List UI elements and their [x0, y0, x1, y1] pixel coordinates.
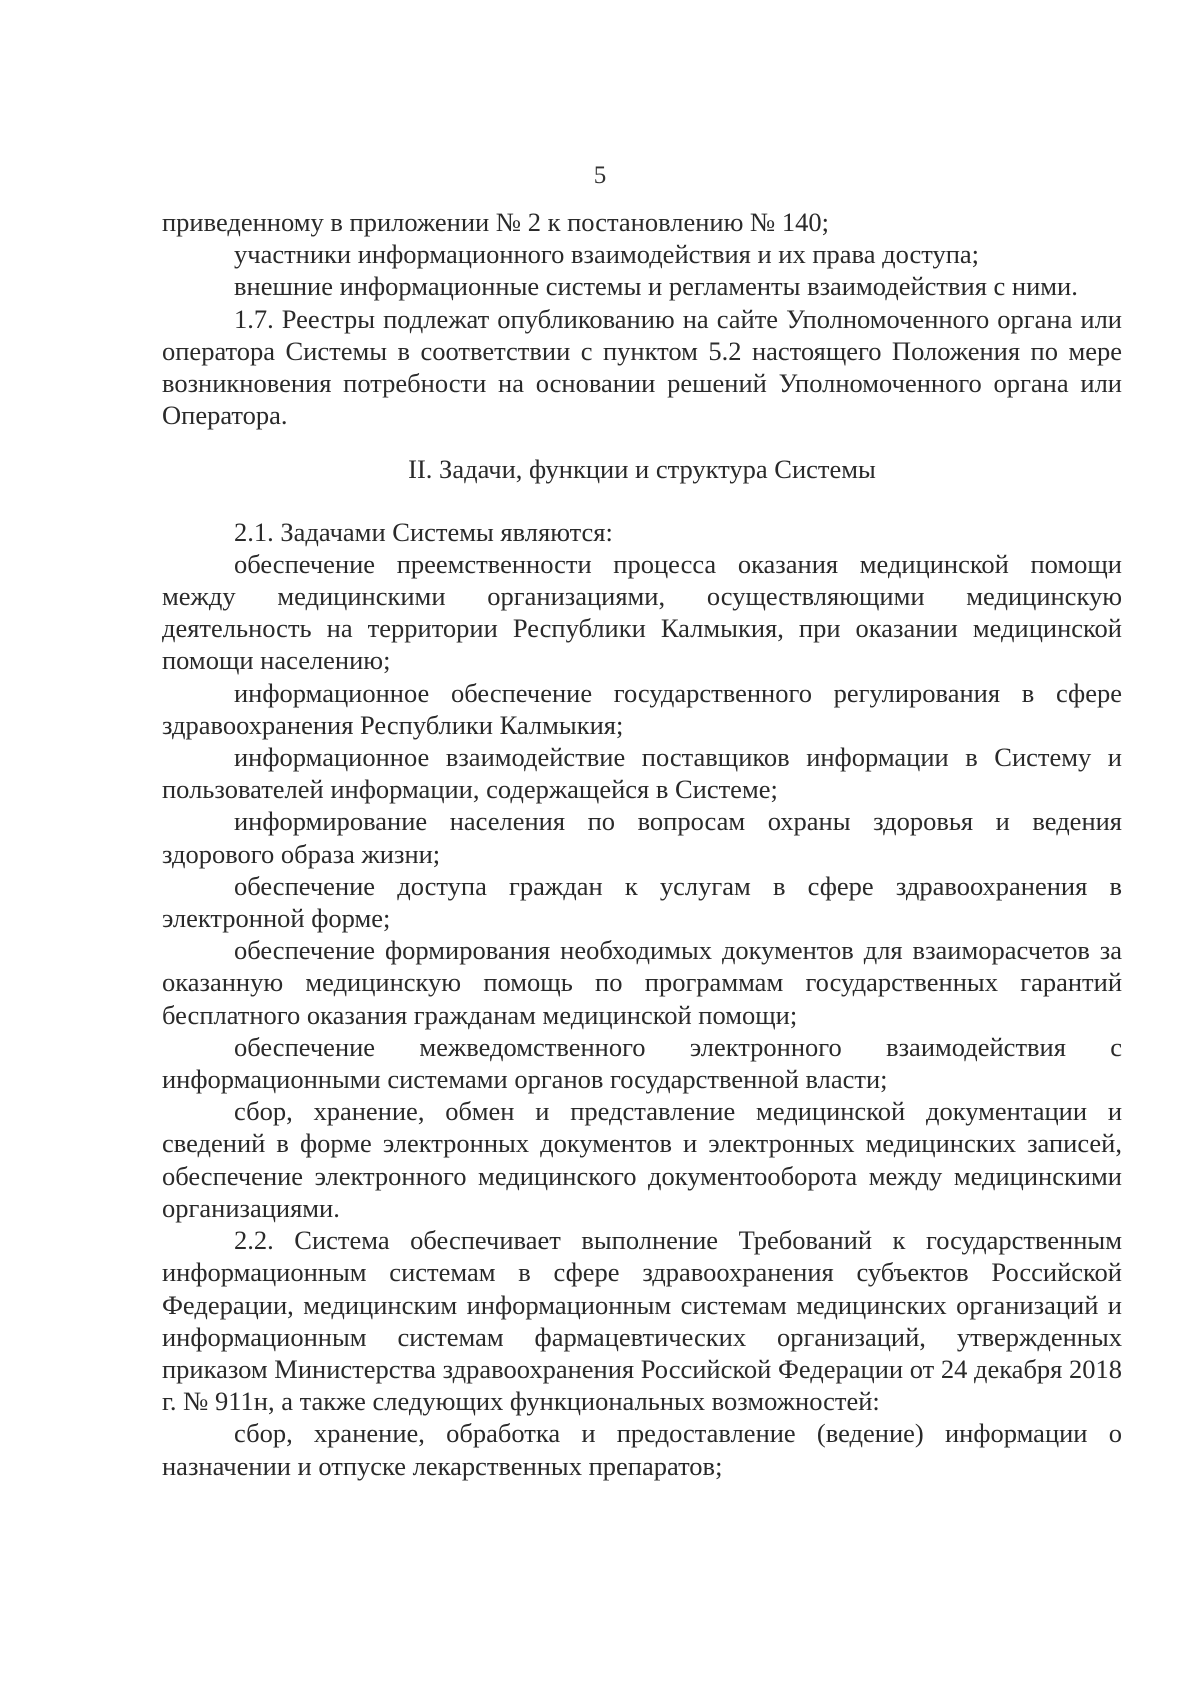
paragraph: информирование населения по вопросам охраны здоровья и ведения здорового образа жизни;	[162, 806, 1122, 869]
paragraph: 2.2. Система обеспечивает выполнение Требований к государственным информационным системам в сфере здравоохранения субъектов Российской Федерации, медицинским информационным системам медицинских организаций и информационным системам фармацевтических организаций, утвержденных приказом Министерства здравоохранения Российской Федерации от 24 декабря 2018 г. № 911н, а также следующих функциональных возможностей:	[162, 1225, 1122, 1417]
paragraph: обеспечение межведомственного электронного взаимодействия с информационными системами органов государственной власти;	[162, 1031, 1122, 1095]
paragraph: информационное обеспечение государственного регулирования в сфере здравоохранения Республики Калмыкия;	[162, 677, 1122, 740]
page-number: 5	[593, 162, 607, 189]
paragraph: внешние информационные системы и регламенты взаимодействия с ними.	[234, 271, 1078, 302]
paragraph: обеспечение преемственности процесса оказания медицинской помощи между медицинскими организациями, осуществляющими медицинскую деятельность на территории Республики Калмыкия, при оказании медицинской помощи населению;	[162, 548, 1122, 676]
paragraph: 2.1. Задачами Системы являются:	[234, 516, 613, 547]
section-heading: II. Задачи, функции и структура Системы	[408, 454, 876, 485]
paragraph: сбор, хранение, обмен и представление медицинской документации и сведений в форме электронных документов и электронных медицинских записей, обеспечение электронного медицинского документооборота между медицинскими организациями.	[162, 1096, 1122, 1223]
paragraph: 1.7. Реестры подлежат опубликованию на сайте Уполномоченного органа или оператора Системы в соответствии с пунктом 5.2 настоящего Положения по мере возникновения потребности на основании решений Уполномоченного органа или Оператора.	[162, 303, 1122, 431]
paragraph: участники информационного взаимодействия и их права доступа;	[234, 239, 980, 270]
paragraph: обеспечение доступа граждан к услугам в сфере здравоохранения в электронной форме;	[162, 870, 1122, 934]
paragraph: обеспечение формирования необходимых документов для взаиморасчетов за оказанную медицинскую помощь по программам государственных гарантий бесплатного оказания гражданам медицинской помощи;	[162, 935, 1122, 1030]
paragraph: информационное взаимодействие поставщиков информации в Систему и пользователей информации, содержащейся в Системе;	[162, 742, 1122, 805]
document-body	[162, 206, 1122, 1482]
paragraph: сбор, хранение, обработка и предоставление (ведение) информации о назначении и отпуске лекарственных препаратов;	[162, 1418, 1122, 1481]
paragraph: приведенному в приложении № 2 к постановлению № 140;	[162, 207, 830, 237]
